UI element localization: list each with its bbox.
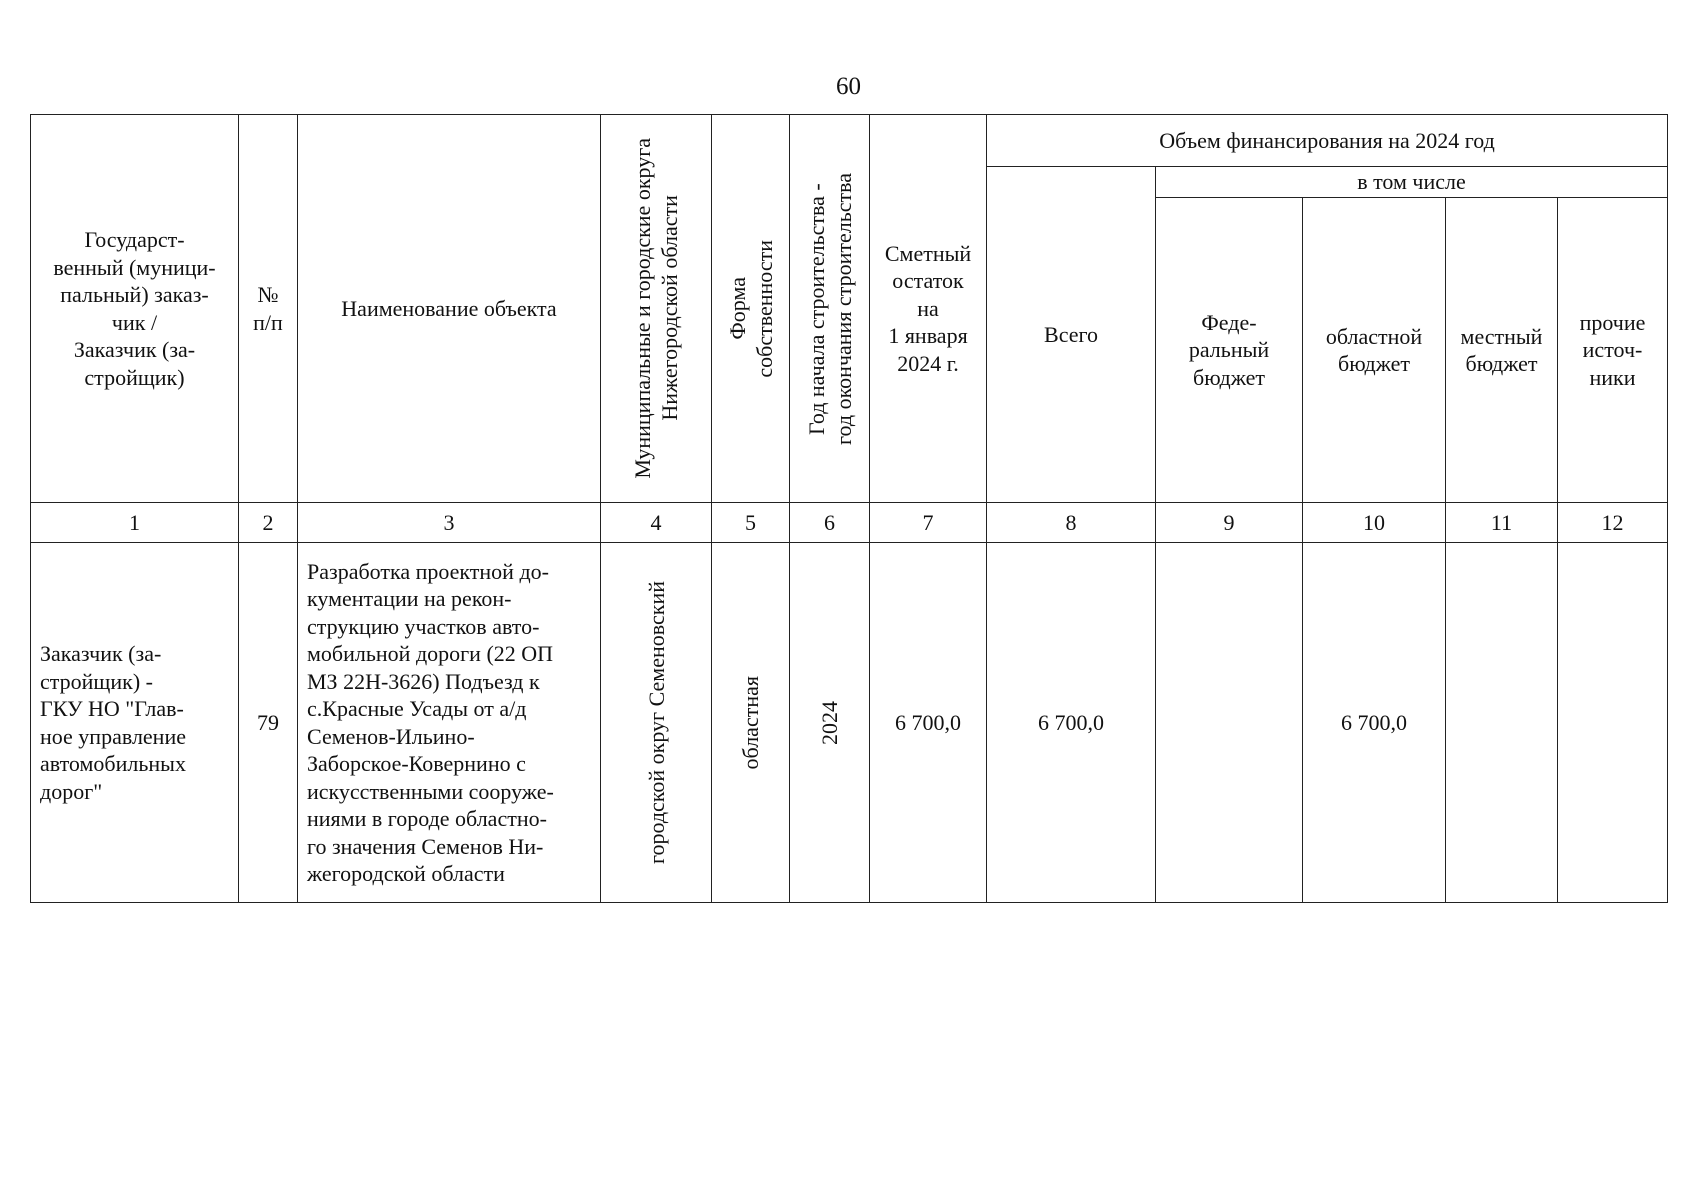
row-total: 6 700,0 xyxy=(987,543,1156,903)
row-years xyxy=(790,543,870,903)
header-municipality xyxy=(601,115,712,503)
header-municipality-text: Муниципальные и городские округа Нижегородской области xyxy=(630,138,682,479)
row-customer: Заказчик (за- стройщик) - ГКУ НО "Глав- ное управление автомобильных дорог" xyxy=(31,543,239,903)
header-regional: областной бюджет xyxy=(1303,198,1446,503)
header-object-name: Наименование объекта xyxy=(298,115,601,503)
row-other xyxy=(1558,543,1668,903)
column-number: 4 xyxy=(601,503,712,543)
row-years-text: 2024 xyxy=(817,700,842,745)
row-object-name: Разработка проектной до- кументации на рекон- струкцию участков авто- мобильной дороги (22 ОП МЗ 22Н-3626) Подъезд к с.Красные Усады от а/д Семенов-Ильино- Заборское-Ковернино с искусственными сооруже- ниями в городе областно- го значения Семенов Ни- жегородской области xyxy=(298,543,601,903)
row-ownership-text: областная xyxy=(738,675,763,770)
column-number: 3 xyxy=(298,503,601,543)
row-regional: 6 700,0 xyxy=(1303,543,1446,903)
column-number: 8 xyxy=(987,503,1156,543)
row-number: 79 xyxy=(239,543,298,903)
column-number: 1 xyxy=(31,503,239,543)
header-estimate-balance: Сметный остаток на 1 января 2024 г. xyxy=(870,115,987,503)
header-including: в том числе xyxy=(1156,167,1668,198)
header-years xyxy=(790,115,870,503)
header-federal: Феде- ральный бюджет xyxy=(1156,198,1303,503)
table-row xyxy=(31,543,1668,903)
row-municipality-text: городской округ Семеновский xyxy=(643,581,669,864)
column-number: 9 xyxy=(1156,503,1303,543)
header-total: Всего xyxy=(987,167,1156,503)
column-number: 6 xyxy=(790,503,870,543)
row-estimate-balance: 6 700,0 xyxy=(870,543,987,903)
column-number: 12 xyxy=(1558,503,1668,543)
header-other: прочие источ- ники xyxy=(1558,198,1668,503)
row-municipality xyxy=(601,543,712,903)
column-number: 7 xyxy=(870,503,987,543)
column-number: 10 xyxy=(1303,503,1446,543)
column-number: 2 xyxy=(239,503,298,543)
row-ownership xyxy=(712,543,790,903)
financing-table xyxy=(30,114,1668,903)
header-ownership xyxy=(712,115,790,503)
header-ownership-text: Форма собственности xyxy=(724,239,777,378)
header-number: № п/п xyxy=(239,115,298,503)
header-local: местный бюджет xyxy=(1446,198,1558,503)
row-federal xyxy=(1156,543,1303,903)
header-customer: Государст- венный (муници- пальный) заказ- чик / Заказчик (за- стройщик) xyxy=(31,115,239,503)
header-row-main xyxy=(31,115,1668,167)
header-years-text: Год начала строительства - год окончания строительства xyxy=(803,172,856,445)
column-number: 11 xyxy=(1446,503,1558,543)
header-financing: Объем финансирования на 2024 год xyxy=(987,115,1668,167)
column-number-row xyxy=(31,503,1668,543)
page-number: 60 xyxy=(836,73,861,100)
column-number: 5 xyxy=(712,503,790,543)
row-local xyxy=(1446,543,1558,903)
